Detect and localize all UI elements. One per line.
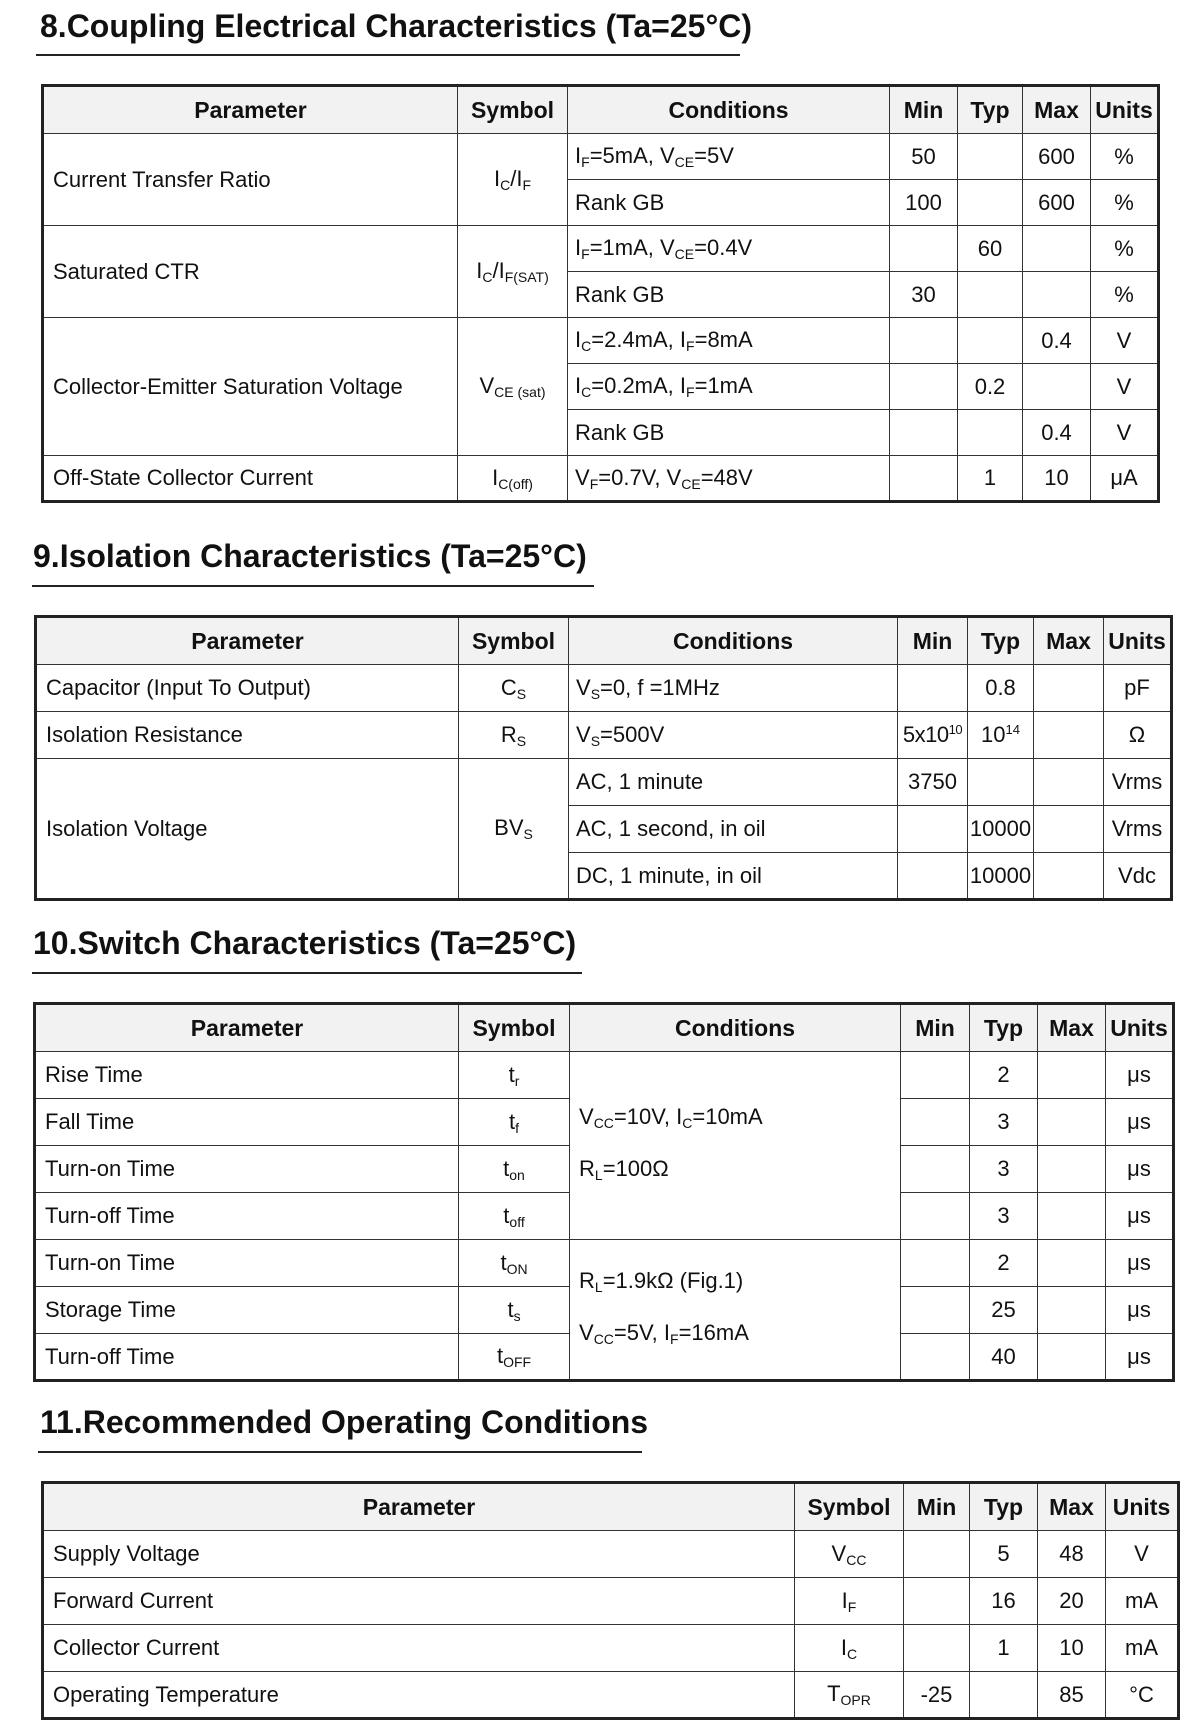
max-cell: [1038, 1334, 1106, 1381]
typ-cell: 25: [970, 1287, 1038, 1334]
min-cell: 3750: [898, 759, 968, 806]
units-cell: V: [1106, 1531, 1179, 1578]
param-cell: Off-State Collector Current: [43, 456, 458, 502]
switch-table: [33, 1002, 1175, 1382]
min-cell: [901, 1193, 970, 1240]
units-cell: pF: [1104, 665, 1172, 712]
condition-cell: $I_C=0.2mA$, $I_F=1mA$: [568, 364, 890, 410]
symbol-cell: $t_s$: [459, 1287, 570, 1334]
units-cell: %: [1091, 226, 1159, 272]
min-cell: [901, 1052, 970, 1099]
param-cell: Isolation Voltage: [36, 759, 459, 900]
header-units: Units: [1104, 617, 1172, 665]
typ-cell: 60: [958, 226, 1023, 272]
min-cell: [898, 853, 968, 900]
typ-cell: 40: [970, 1334, 1038, 1381]
table-row: [36, 665, 1172, 712]
max-cell: [1034, 665, 1104, 712]
units-cell: %: [1091, 180, 1159, 226]
max-cell: 48: [1038, 1531, 1106, 1578]
condition-cell: [570, 1240, 901, 1381]
typ-cell: 3: [970, 1193, 1038, 1240]
table-row: [43, 1578, 1179, 1625]
max-cell: 85: [1038, 1672, 1106, 1719]
typ-cell: [958, 410, 1023, 456]
table-row: [43, 1672, 1179, 1719]
coupling-table: [41, 84, 1160, 503]
symbol-cell: $t_r$: [459, 1052, 570, 1099]
units-cell: μs: [1106, 1052, 1174, 1099]
header-typ: Typ: [970, 1483, 1038, 1531]
min-cell: -25: [904, 1672, 970, 1719]
section-underline: [32, 585, 594, 587]
param-cell: Supply Voltage: [43, 1531, 795, 1578]
section-underline: [38, 1451, 642, 1453]
units-cell: μs: [1106, 1287, 1174, 1334]
section-underline: [32, 972, 582, 974]
units-cell: μs: [1106, 1146, 1174, 1193]
units-cell: V: [1091, 318, 1159, 364]
header-parameter: Parameter: [43, 1483, 795, 1531]
param-cell: Storage Time: [35, 1287, 459, 1334]
header-symbol: Symbol: [795, 1483, 904, 1531]
condition-cell: $V_S=500V$: [569, 712, 898, 759]
typ-cell: 1: [958, 456, 1023, 502]
max-cell: [1038, 1052, 1106, 1099]
symbol-cell: $t_f$: [459, 1099, 570, 1146]
typ-cell: 2: [970, 1052, 1038, 1099]
max-cell: 600: [1023, 180, 1091, 226]
min-cell: [901, 1146, 970, 1193]
section-title-operating: 11.Recommended Operating Conditions: [40, 1404, 649, 1440]
typ-cell: [970, 1672, 1038, 1719]
units-cell: μA: [1091, 456, 1159, 502]
typ-cell: 1: [970, 1625, 1038, 1672]
min-cell: [901, 1287, 970, 1334]
header-conditions: Conditions: [570, 1004, 901, 1052]
header-min: Min: [904, 1483, 970, 1531]
param-cell: Current Transfer Ratio: [43, 134, 458, 226]
header-symbol: Symbol: [459, 617, 569, 665]
typ-cell: [958, 180, 1023, 226]
symbol-cell: $R_S$: [459, 712, 569, 759]
header-symbol: Symbol: [458, 86, 568, 134]
max-cell: 600: [1023, 134, 1091, 180]
header-min: Min: [901, 1004, 970, 1052]
operating-table: [41, 1481, 1180, 1720]
condition-cell: Rank GB: [568, 410, 890, 456]
condition-cell: Rank GB: [568, 272, 890, 318]
units-cell: μs: [1106, 1193, 1174, 1240]
table-row: [35, 1240, 1174, 1287]
units-cell: V: [1091, 410, 1159, 456]
symbol-cell: $I_C$: [795, 1625, 904, 1672]
typ-cell: 0.8: [968, 665, 1034, 712]
max-cell: [1038, 1287, 1106, 1334]
max-cell: [1023, 272, 1091, 318]
max-cell: [1038, 1099, 1106, 1146]
param-cell: Operating Temperature: [43, 1672, 795, 1719]
section-title-coupling: 8.Coupling Electrical Characteristics (Ta=25°C): [40, 8, 752, 44]
isolation-table: [34, 615, 1173, 901]
condition-cell: AC, 1 second, in oil: [569, 806, 898, 853]
typ-cell: [958, 272, 1023, 318]
param-cell: Forward Current: [43, 1578, 795, 1625]
param-cell: Rise Time: [35, 1052, 459, 1099]
condition-cell: $I_F=1mA$, $V_{CE}=0.4V$: [568, 226, 890, 272]
condition-cell: DC, 1 minute, in oil: [569, 853, 898, 900]
table-row: [43, 1625, 1179, 1672]
table-row: [43, 134, 1159, 180]
typ-cell: 3: [970, 1099, 1038, 1146]
typ-cell: 10000: [968, 853, 1034, 900]
typ-cell: [958, 134, 1023, 180]
typ-cell: 10000: [968, 806, 1034, 853]
units-cell: Vdc: [1104, 853, 1172, 900]
header-parameter: Parameter: [35, 1004, 459, 1052]
units-cell: Ω: [1104, 712, 1172, 759]
header-max: Max: [1023, 86, 1091, 134]
table-header-row: [43, 1483, 1179, 1531]
condition-line: $V_{CC}=10V$, $I_C=10mA$: [579, 1103, 763, 1131]
units-cell: mA: [1106, 1578, 1179, 1625]
max-cell: [1023, 364, 1091, 410]
min-cell: [901, 1240, 970, 1287]
param-cell: Collector-Emitter Saturation Voltage: [43, 318, 458, 456]
param-cell: Saturated CTR: [43, 226, 458, 318]
max-cell: 20: [1038, 1578, 1106, 1625]
max-cell: [1034, 712, 1104, 759]
condition-cell: $V_F=0.7V$, $V_{CE}=48V$: [568, 456, 890, 502]
table-header-row: [43, 86, 1159, 134]
param-cell: Turn-on Time: [35, 1146, 459, 1193]
header-units: Units: [1091, 86, 1159, 134]
condition-cell: $V_S=0$, f =1MHz: [569, 665, 898, 712]
param-cell: Turn-off Time: [35, 1193, 459, 1240]
min-cell: [904, 1531, 970, 1578]
symbol-cell: $t_{on}$: [459, 1146, 570, 1193]
header-min: Min: [898, 617, 968, 665]
units-cell: %: [1091, 272, 1159, 318]
min-cell: 100: [890, 180, 958, 226]
table-row: [43, 226, 1159, 272]
typ-cell: 16: [970, 1578, 1038, 1625]
min-cell: [890, 318, 958, 364]
header-symbol: Symbol: [459, 1004, 570, 1052]
max-cell: [1038, 1146, 1106, 1193]
param-cell: Collector Current: [43, 1625, 795, 1672]
condition-line: $R_L=1.9k\Omega$ (Fig.1): [579, 1267, 744, 1295]
symbol-cell: $T_{OPR}$: [795, 1672, 904, 1719]
table-row: [43, 1531, 1179, 1578]
symbol-cell: $C_S$: [459, 665, 569, 712]
symbol-cell: $V_{CE (sat)}$: [458, 318, 568, 456]
table-row: [43, 456, 1159, 502]
min-cell: [898, 665, 968, 712]
section-title-switch: 10.Switch Characteristics (Ta=25°C): [33, 925, 577, 961]
symbol-cell: $I_{C(off)}$: [458, 456, 568, 502]
typ-cell: 5: [970, 1531, 1038, 1578]
max-cell: 10: [1023, 456, 1091, 502]
units-cell: μs: [1106, 1099, 1174, 1146]
units-cell: mA: [1106, 1625, 1179, 1672]
units-cell: %: [1091, 134, 1159, 180]
symbol-cell: $BV_S$: [459, 759, 569, 900]
max-cell: [1034, 806, 1104, 853]
table-row: [43, 318, 1159, 364]
condition-cell: AC, 1 minute: [569, 759, 898, 806]
max-cell: [1038, 1193, 1106, 1240]
section-underline: [36, 54, 740, 56]
min-cell: [890, 364, 958, 410]
min-cell: [898, 806, 968, 853]
table-row: [35, 1052, 1174, 1099]
max-cell: 0.4: [1023, 410, 1091, 456]
header-units: Units: [1106, 1483, 1179, 1531]
typ-cell: [958, 318, 1023, 364]
header-conditions: Conditions: [569, 617, 898, 665]
condition-cell: $I_F=5mA$, $V_{CE}=5V$: [568, 134, 890, 180]
typ-cell: 0.2: [958, 364, 1023, 410]
min-cell: 30: [890, 272, 958, 318]
table-header-row: [35, 1004, 1174, 1052]
condition-line: $V_{CC}=5V$, $I_F=16mA$: [579, 1319, 749, 1347]
max-cell: [1038, 1240, 1106, 1287]
symbol-cell: $t_{off}$: [459, 1193, 570, 1240]
header-min: Min: [890, 86, 958, 134]
min-cell: [904, 1625, 970, 1672]
units-cell: V: [1091, 364, 1159, 410]
max-cell: [1023, 226, 1091, 272]
condition-cell: $I_C=2.4mA$, $I_F=8mA$: [568, 318, 890, 364]
min-cell: 50: [890, 134, 958, 180]
header-max: Max: [1038, 1004, 1106, 1052]
symbol-cell: $t_{OFF}$: [459, 1334, 570, 1381]
header-parameter: Parameter: [43, 86, 458, 134]
header-max: Max: [1038, 1483, 1106, 1531]
param-cell: Turn-on Time: [35, 1240, 459, 1287]
section-title-isolation: 9.Isolation Characteristics (Ta=25°C): [33, 538, 587, 574]
max-cell: 0.4: [1023, 318, 1091, 364]
header-conditions: Conditions: [568, 86, 890, 134]
min-cell: [904, 1578, 970, 1625]
typ-cell: 3: [970, 1146, 1038, 1193]
typ-cell: [968, 759, 1034, 806]
min-cell: $5x10^{10}$: [898, 712, 968, 759]
header-typ: Typ: [968, 617, 1034, 665]
units-cell: μs: [1106, 1240, 1174, 1287]
header-typ: Typ: [958, 86, 1023, 134]
param-cell: Isolation Resistance: [36, 712, 459, 759]
param-cell: Turn-off Time: [35, 1334, 459, 1381]
max-cell: 10: [1038, 1625, 1106, 1672]
typ-cell: 2: [970, 1240, 1038, 1287]
header-max: Max: [1034, 617, 1104, 665]
symbol-cell: $V_{CC}$: [795, 1531, 904, 1578]
header-parameter: Parameter: [36, 617, 459, 665]
max-cell: [1034, 853, 1104, 900]
table-row: [36, 759, 1172, 806]
header-units: Units: [1106, 1004, 1174, 1052]
units-cell: Vrms: [1104, 759, 1172, 806]
max-cell: [1034, 759, 1104, 806]
min-cell: [890, 410, 958, 456]
symbol-cell: $I_C/I_F$: [458, 134, 568, 226]
symbol-cell: $I_C/I_{F(SAT)}$: [458, 226, 568, 318]
condition-cell: [570, 1052, 901, 1240]
units-cell: Vrms: [1104, 806, 1172, 853]
min-cell: [901, 1334, 970, 1381]
param-cell: Fall Time: [35, 1099, 459, 1146]
header-typ: Typ: [970, 1004, 1038, 1052]
condition-cell: Rank GB: [568, 180, 890, 226]
units-cell: °C: [1106, 1672, 1179, 1719]
symbol-cell: $I_F$: [795, 1578, 904, 1625]
min-cell: [901, 1099, 970, 1146]
min-cell: [890, 456, 958, 502]
table-header-row: [36, 617, 1172, 665]
units-cell: μs: [1106, 1334, 1174, 1381]
min-cell: [890, 226, 958, 272]
param-cell: Capacitor (Input To Output): [36, 665, 459, 712]
condition-line: $R_L=100\Omega$: [579, 1155, 669, 1183]
table-row: [36, 712, 1172, 759]
typ-cell: $10^{14}$: [968, 712, 1034, 759]
symbol-cell: $t_{ON}$: [459, 1240, 570, 1287]
